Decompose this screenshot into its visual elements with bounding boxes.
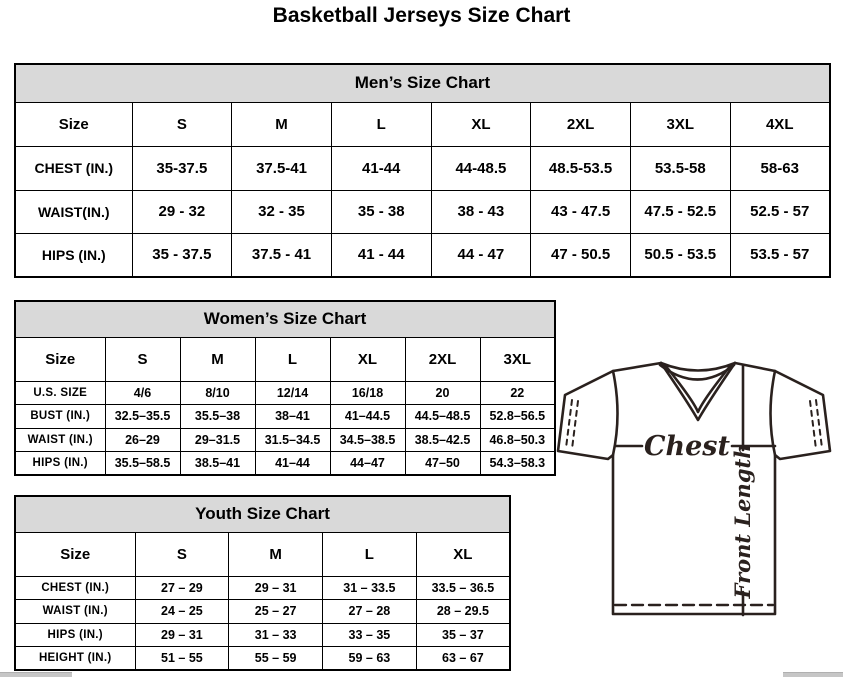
value-cell: 29 – 31 [135, 623, 229, 647]
header-cell: L [323, 532, 417, 576]
header-cell: S [105, 337, 180, 381]
right-armhole-seam [771, 371, 776, 455]
value-cell: 32.5–35.5 [105, 405, 180, 429]
chest-label: Chest [644, 431, 730, 462]
value-cell: 46.8–50.3 [480, 428, 555, 452]
value-cell: 4/6 [105, 381, 180, 405]
value-cell: 63 – 67 [416, 647, 510, 671]
row-label-cell: WAIST (IN.) [15, 600, 135, 624]
value-cell: 53.5-58 [630, 146, 730, 190]
value-cell: 35.5–58.5 [105, 452, 180, 476]
value-cell: 38–41 [255, 405, 330, 429]
value-cell: 44-48.5 [431, 146, 531, 190]
left-cuff-stitch [572, 401, 578, 449]
value-cell: 26–29 [105, 428, 180, 452]
header-cell: S [132, 102, 232, 146]
row-label-cell: CHEST (IN.) [15, 576, 135, 600]
table-row [15, 190, 830, 233]
value-cell: 41–44.5 [330, 405, 405, 429]
header-cell: 2XL [531, 102, 631, 146]
value-cell: 53.5 - 57 [730, 233, 830, 277]
value-cell: 35 - 38 [331, 190, 431, 233]
men-table-title: Men’s Size Chart [15, 64, 830, 102]
right-cuff-stitch [810, 401, 816, 449]
right-cuff-stitch [816, 400, 822, 448]
row-label-cell: CHEST (IN.) [15, 146, 132, 190]
value-cell: 51 – 55 [135, 647, 229, 671]
value-cell: 47–50 [405, 452, 480, 476]
value-cell: 38.5–42.5 [405, 428, 480, 452]
table-row [15, 647, 510, 671]
value-cell: 50.5 - 53.5 [630, 233, 730, 277]
table-title-row [15, 496, 510, 532]
table-row [15, 381, 555, 405]
header-cell: 4XL [730, 102, 830, 146]
value-cell: 31.5–34.5 [255, 428, 330, 452]
value-cell: 38.5–41 [180, 452, 255, 476]
row-label-cell: HIPS (IN.) [15, 452, 105, 476]
youth-table-title: Youth Size Chart [15, 496, 510, 532]
youth-size-table [14, 495, 511, 671]
value-cell: 31 – 33 [229, 623, 323, 647]
value-cell: 27 – 28 [323, 600, 417, 624]
jersey-diagram [556, 358, 841, 626]
header-cell: XL [416, 532, 510, 576]
table-header-row [15, 102, 830, 146]
table-row [15, 405, 555, 429]
value-cell: 52.5 - 57 [730, 190, 830, 233]
left-armhole-seam [613, 371, 618, 455]
men-size-table [14, 63, 831, 278]
table-row [15, 576, 510, 600]
value-cell: 41-44 [331, 146, 431, 190]
header-cell: M [232, 102, 332, 146]
collar-top-arc [661, 363, 735, 371]
value-cell: 34.5–38.5 [330, 428, 405, 452]
value-cell: 25 – 27 [229, 600, 323, 624]
value-cell: 44 - 47 [431, 233, 531, 277]
value-cell: 32 - 35 [232, 190, 332, 233]
row-label-cell: HEIGHT (IN.) [15, 647, 135, 671]
size-header-cell: Size [15, 337, 105, 381]
table-row [15, 452, 555, 476]
table-row [15, 428, 555, 452]
header-cell: XL [431, 102, 531, 146]
women-size-table [14, 300, 556, 476]
left-cuff-stitch [566, 400, 572, 448]
header-cell: XL [330, 337, 405, 381]
value-cell: 41 - 44 [331, 233, 431, 277]
women-table-title: Women’s Size Chart [15, 301, 555, 337]
header-cell: 3XL [630, 102, 730, 146]
table-header-row [15, 337, 555, 381]
value-cell: 12/14 [255, 381, 330, 405]
value-cell: 54.3–58.3 [480, 452, 555, 476]
value-cell: 43 - 47.5 [531, 190, 631, 233]
value-cell: 29 - 32 [132, 190, 232, 233]
value-cell: 29–31.5 [180, 428, 255, 452]
value-cell: 38 - 43 [431, 190, 531, 233]
page-title: Basketball Jerseys Size Chart [272, 4, 571, 27]
value-cell: 48.5-53.5 [531, 146, 631, 190]
value-cell: 47 - 50.5 [531, 233, 631, 277]
header-cell: M [180, 337, 255, 381]
value-cell: 31 – 33.5 [323, 576, 417, 600]
scrollbar-thumb-left[interactable] [0, 672, 72, 677]
header-cell: M [229, 532, 323, 576]
table-title-row [15, 64, 830, 102]
value-cell: 37.5-41 [232, 146, 332, 190]
value-cell: 29 – 31 [229, 576, 323, 600]
value-cell: 44.5–48.5 [405, 405, 480, 429]
row-label-cell: WAIST (IN.) [15, 428, 105, 452]
header-cell: L [331, 102, 431, 146]
value-cell: 33.5 – 36.5 [416, 576, 510, 600]
value-cell: 8/10 [180, 381, 255, 405]
value-cell: 44–47 [330, 452, 405, 476]
value-cell: 35 – 37 [416, 623, 510, 647]
value-cell: 59 – 63 [323, 647, 417, 671]
table-row [15, 233, 830, 277]
size-header-cell: Size [15, 102, 132, 146]
table-header-row [15, 532, 510, 576]
value-cell: 22 [480, 381, 555, 405]
value-cell: 35.5–38 [180, 405, 255, 429]
header-cell: 3XL [480, 337, 555, 381]
table-row [15, 600, 510, 624]
row-label-cell: HIPS (IN.) [15, 623, 135, 647]
scrollbar-thumb-right[interactable] [783, 672, 843, 677]
row-label-cell: WAIST(IN.) [15, 190, 132, 233]
header-cell: 2XL [405, 337, 480, 381]
value-cell: 20 [405, 381, 480, 405]
row-label-cell: BUST (IN.) [15, 405, 105, 429]
value-cell: 28 – 29.5 [416, 600, 510, 624]
value-cell: 58-63 [730, 146, 830, 190]
value-cell: 33 – 35 [323, 623, 417, 647]
header-cell: S [135, 532, 229, 576]
value-cell: 27 – 29 [135, 576, 229, 600]
table-row [15, 146, 830, 190]
row-label-cell: U.S. SIZE [15, 381, 105, 405]
value-cell: 16/18 [330, 381, 405, 405]
front-length-label: Front Length [730, 443, 755, 599]
row-label-cell: HIPS (IN.) [15, 233, 132, 277]
value-cell: 37.5 - 41 [232, 233, 332, 277]
value-cell: 35-37.5 [132, 146, 232, 190]
value-cell: 47.5 - 52.5 [630, 190, 730, 233]
value-cell: 24 – 25 [135, 600, 229, 624]
value-cell: 35 - 37.5 [132, 233, 232, 277]
table-title-row [15, 301, 555, 337]
size-header-cell: Size [15, 532, 135, 576]
jersey-outline [558, 363, 830, 614]
value-cell: 41–44 [255, 452, 330, 476]
value-cell: 55 – 59 [229, 647, 323, 671]
header-cell: L [255, 337, 330, 381]
table-row [15, 623, 510, 647]
value-cell: 52.8–56.5 [480, 405, 555, 429]
